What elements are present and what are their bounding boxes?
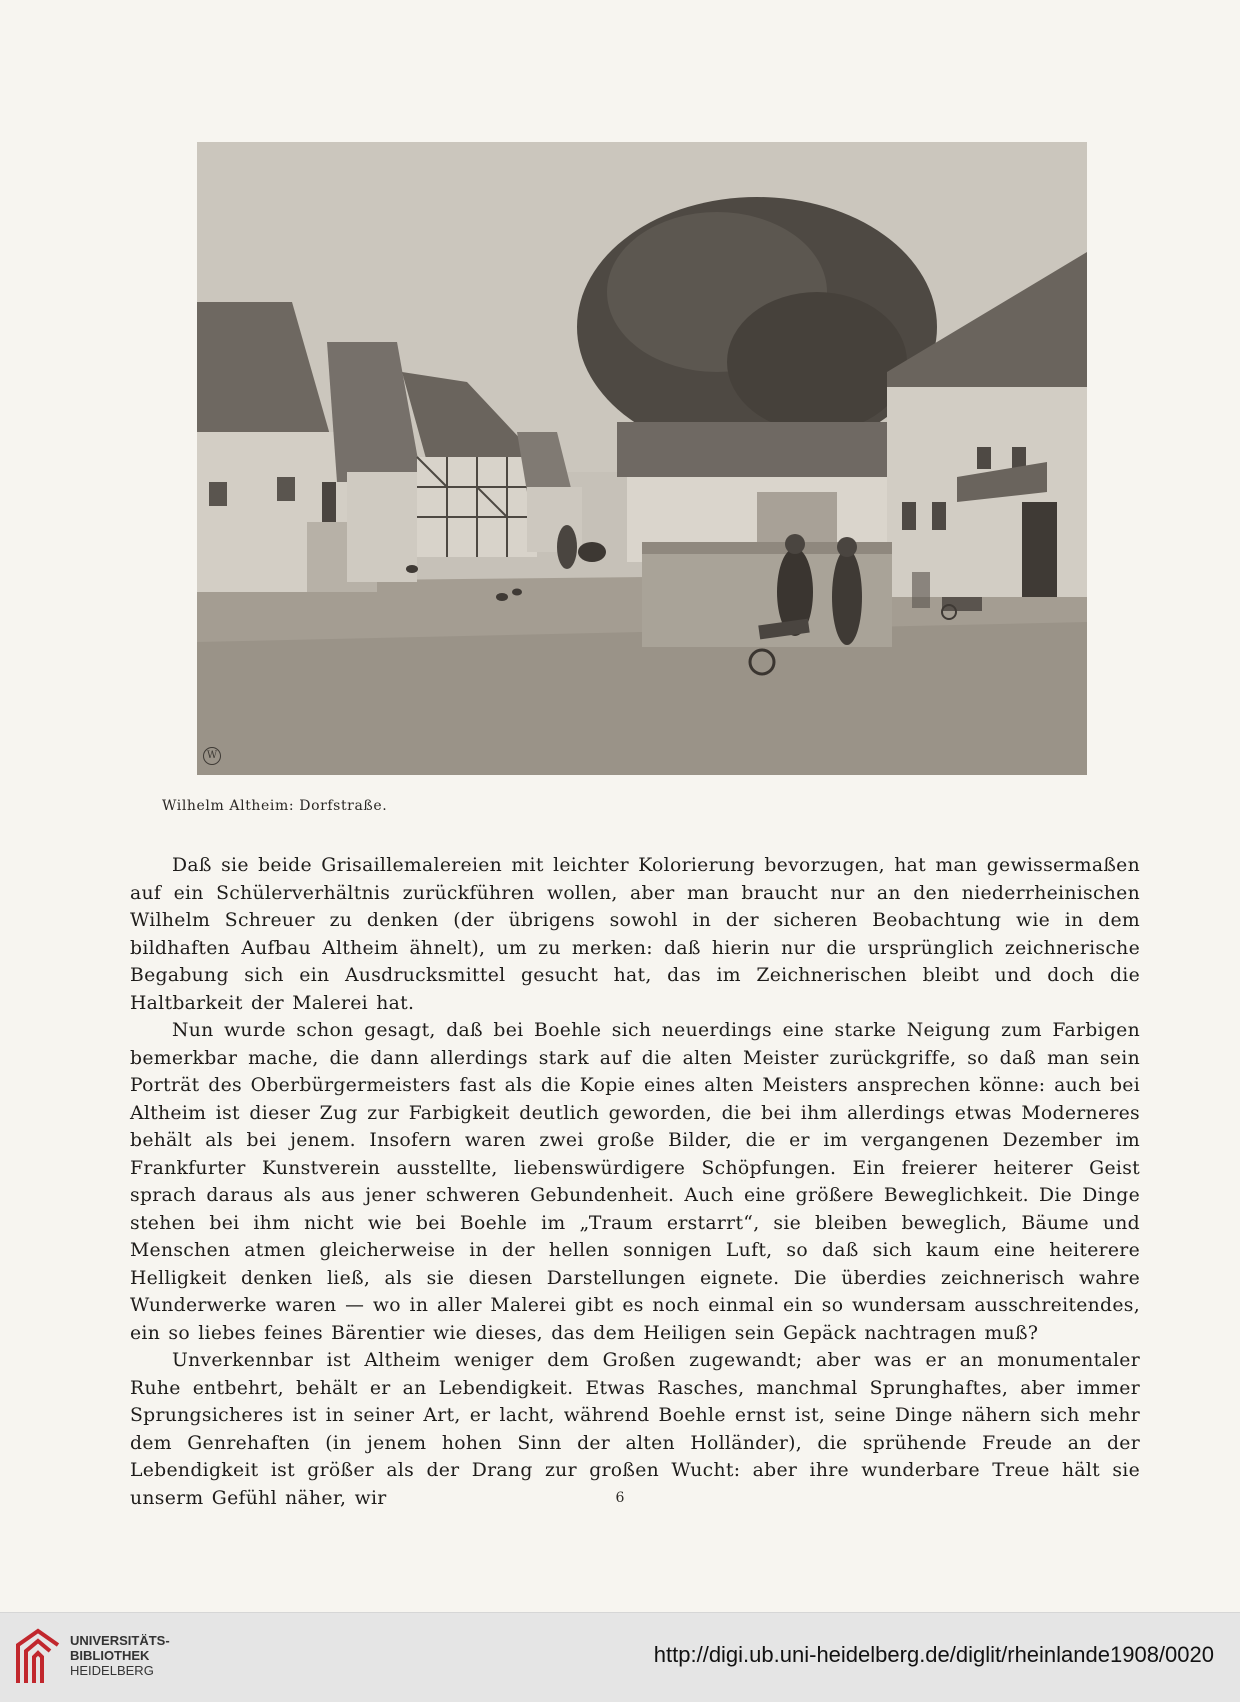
paragraph: Unverkennbar ist Altheim weniger dem Großen zugewandt; aber was er an monumentaler Ruhe entbehrt, behält er an Lebendigkeit. Etwas Rasches, manchmal Sprunghaftes, aber immer Sprungsicheres ist in seiner Art, er lacht, während Boehle ernst ist, seine Dinge nähern sich mehr dem Genrehaften (in jenem hohen Sinn der alten Holländer), die sprühende Freude an der Lebendigkeit ist größer als der Drang zur großen Wucht: aber ihre wunderbare Treue hält sie unserm Gefühl näher, wir	[130, 1350, 1140, 1509]
paragraph: Daß sie beide Grisaillemalereien mit leichter Kolorierung bevorzugen, hat man gewissermaßen auf ein Schülerverhältnis zurückführen wollen, aber man braucht nur an den niederrheinischen Wilhelm Schreuer zu denken (der übrigens sowohl in der sicheren Beobachtung wie in dem bildhaften Aufbau Altheim ähnelt), um zu merken: daß hierin nur die ursprünglich zeichnerische Begabung sich ein Ausdrucksmittel gesucht hat, das im Zeichnerischen bleibt und doch die Haltbarkeit der Malerei hat.	[130, 855, 1140, 1014]
page-number: 6	[615, 1490, 625, 1506]
painting-plate	[197, 142, 1087, 775]
library-name	[70, 1633, 170, 1678]
figure-caption: Wilhelm Altheim: Dorfstraße.	[162, 798, 388, 814]
viewer-footer	[0, 1612, 1240, 1702]
artist-monogram: W	[203, 747, 221, 765]
paragraph: Nun wurde schon gesagt, daß bei Boehle sich neuerdings eine starke Neigung zum Farbigen bemerkbar mache, die dann allerdings stark auf die alten Meister zurückgriffe, so daß man sein Porträt des Oberbürgermeisters fast als die Kopie eines alten Meisters ansprechen könne: auch bei Altheim ist dieser Zug zur Farbigkeit deutlich geworden, die bei ihm allerdings etwas Moderneres behält als bei jenem. Insofern waren zwei große Bilder, die er im vergangenen Dezember im Frankfurter Kunstverein ausstellte, liebenswürdigere Schöpfungen. Ein freierer heiterer Geist sprach daraus als aus jener schweren Gebundenheit. Auch eine größere Beweglichkeit. Die Dinge stehen bei ihm nicht wie bei Boehle im „Traum erstarrt“, sie bleiben beweglich, Bäume und Menschen atmen gleicherweise in der hellen sonnigen Luft, so daß sich kaum eine heiterere Helligkeit denken ließ, als sie diesen Darstellungen eignete. Die überdies zeichnerisch wahre Wunderwerke waren — wo in aller Malerei gibt es noch einmal ein so wundersam ausschreitendes, ein so liebes feines Bärentier wie dieses, das dem Heiligen sein Gepäck nachtragen muß?	[130, 1020, 1140, 1344]
body-text	[130, 852, 1140, 1512]
university-library-logo-icon[interactable]	[14, 1627, 62, 1687]
library-name-line: BIBLIOTHEK	[70, 1648, 150, 1663]
village-street-illustration	[197, 142, 1087, 775]
permalink-url[interactable]: http://digi.ub.uni-heidelberg.de/diglit/rheinlande1908/0020	[653, 1642, 1214, 1667]
library-name-line: HEIDELBERG	[70, 1663, 154, 1678]
library-name-line: UNIVERSITÄTS-	[70, 1633, 170, 1648]
